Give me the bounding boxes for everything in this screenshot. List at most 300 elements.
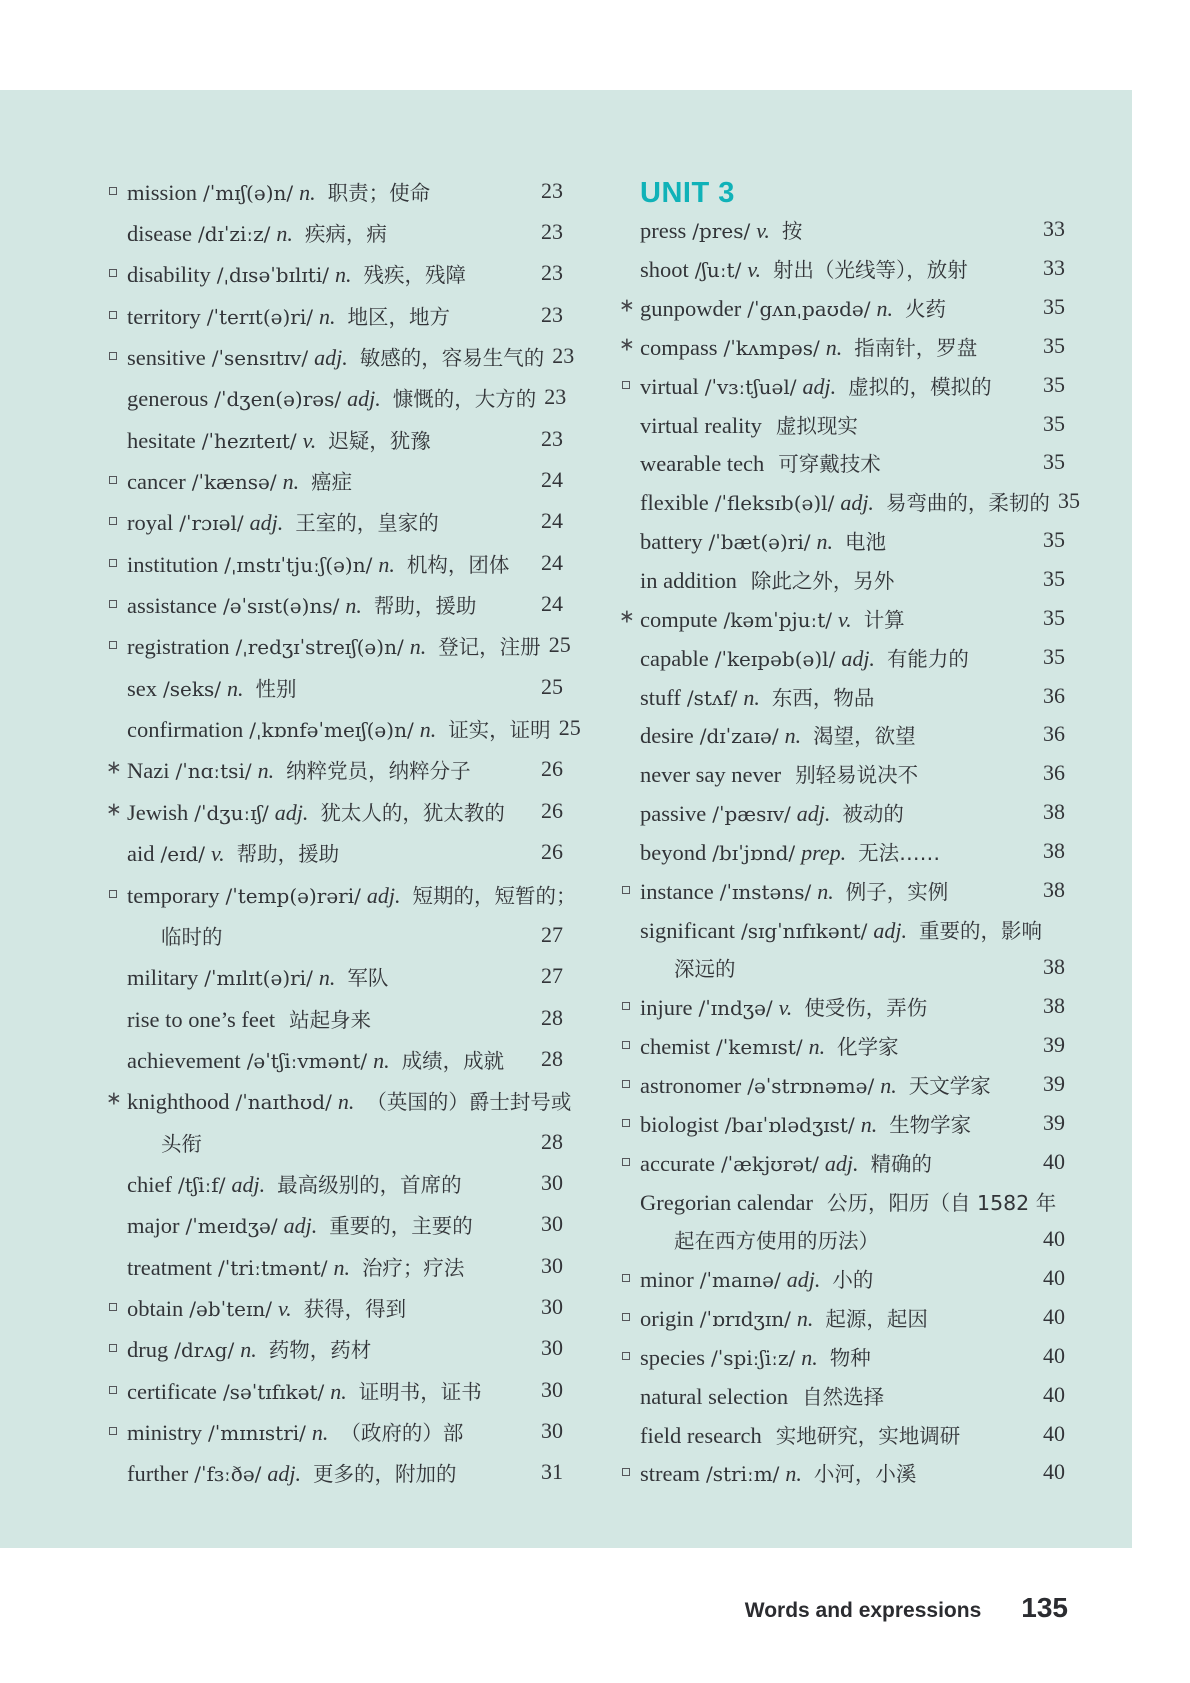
- word-entry-row: [97, 625, 571, 666]
- entry-part-of-speech: adj.: [347, 386, 381, 412]
- entry-page-number: 40: [1043, 1342, 1065, 1368]
- entry-page-number: 27: [541, 921, 563, 947]
- entry-phonetic: /ˈspiːʃiːz/: [710, 1345, 796, 1370]
- entry-phonetic: /ˈvɜːtʃuəl/: [704, 374, 797, 399]
- entry-part-of-speech: n.: [817, 878, 834, 904]
- entry-part-of-speech: n.: [796, 1306, 814, 1332]
- entry-phonetic: /ˈmeɪdʒə/: [185, 1214, 278, 1239]
- entry-page-number: 26: [541, 797, 563, 823]
- entry-word: rise to one’s feet: [127, 1006, 276, 1032]
- entry-page-number: 40: [1043, 1148, 1065, 1174]
- entry-page-number: 35: [1043, 332, 1065, 358]
- entry-definition: （英国的）爵士封号或: [366, 1090, 572, 1115]
- word-entry-row: [97, 1328, 563, 1369]
- entry-word: sensitive: [127, 345, 206, 371]
- entry-part-of-speech: n.: [282, 469, 300, 495]
- entry-marker-asterisk-icon: ∗: [106, 1087, 122, 1110]
- word-entry-row: [610, 1414, 1065, 1453]
- entry-phonetic: /dɪˈzaɪə/: [699, 724, 779, 749]
- entry-phonetic: /ˈdʒuːɪʃ/: [194, 800, 269, 825]
- entry-phonetic: /dɪˈziːz/: [197, 222, 271, 247]
- entry-definition: 虚拟的，模拟的: [848, 374, 992, 399]
- entry-phonetic: /stʌf/: [686, 685, 738, 710]
- entry-part-of-speech: n.: [276, 221, 293, 247]
- entry-phonetic: /ˈkeɪpəb(ə)l/: [714, 646, 836, 671]
- entry-marker-square-icon: [109, 269, 117, 277]
- word-entry-row: [97, 211, 563, 252]
- word-entry-row: [97, 335, 575, 376]
- entry-text: [127, 217, 387, 247]
- entry-word: institution: [127, 551, 219, 577]
- entry-text: [127, 1003, 371, 1033]
- entry-text: [640, 486, 1050, 516]
- entry-definition: 地区，地方: [347, 304, 450, 329]
- word-entry-row: [97, 583, 563, 624]
- entry-definition: 疾病，病: [304, 222, 387, 247]
- entry-definition: 性别: [255, 676, 297, 701]
- word-entry-row: [610, 870, 1065, 909]
- entry-definition: 深远的: [674, 957, 736, 982]
- entry-page-number: 23: [541, 177, 563, 203]
- entry-text: [127, 713, 551, 743]
- word-entry-row: [610, 249, 1065, 288]
- entry-phonetic: /eɪd/: [160, 842, 206, 867]
- entry-marker-square-icon: [622, 1313, 630, 1321]
- word-entry-row: [610, 637, 1065, 676]
- entry-part-of-speech: n.: [311, 1419, 329, 1445]
- entry-marker-square-icon: [622, 1352, 630, 1360]
- word-entry-row: [97, 542, 563, 583]
- entry-definition: 公历，阳历（自 1582 年: [827, 1190, 1057, 1215]
- entry-definition: 犹太人的，犹太教的: [320, 800, 505, 825]
- entry-part-of-speech: prep.: [801, 839, 847, 865]
- entry-definition: 小的: [832, 1268, 874, 1293]
- word-entry-row: [610, 1026, 1065, 1065]
- entry-text: [640, 1147, 932, 1177]
- entry-page-number: 23: [541, 301, 563, 327]
- entry-word: astronomer: [640, 1072, 742, 1098]
- entry-part-of-speech: n.: [816, 529, 833, 555]
- entry-phonetic: /ˌdɪsəˈbɪlɪti/: [216, 263, 329, 288]
- entry-page-number: 24: [541, 508, 563, 534]
- entry-word: generous: [127, 386, 209, 412]
- entry-part-of-speech: n.: [373, 1047, 390, 1073]
- entry-definition: 火药: [904, 297, 946, 322]
- entry-word: Gregorian calendar: [640, 1189, 814, 1215]
- entry-text: [640, 1108, 971, 1138]
- entry-word: capable: [640, 645, 709, 671]
- word-entry-row: [97, 832, 563, 873]
- entry-text: [640, 603, 905, 633]
- entry-phonetic: /ˈkʌmpəs/: [723, 335, 820, 360]
- entry-text: [127, 1416, 463, 1446]
- entry-part-of-speech: adj.: [249, 510, 284, 536]
- entry-page-number: 39: [1043, 1070, 1065, 1096]
- entry-text: [640, 914, 1042, 944]
- entry-word: disability: [127, 262, 211, 288]
- entry-marker-square-icon: [109, 476, 117, 484]
- entry-text: [127, 1457, 457, 1487]
- entry-definition: 最高级别的，首席的: [277, 1172, 462, 1197]
- entry-page-number: 39: [1043, 1109, 1065, 1135]
- entry-definition: 癌症: [311, 470, 353, 495]
- entry-definition: 药物，药材: [268, 1338, 372, 1363]
- entry-definition: 天文学家: [908, 1073, 991, 1098]
- entry-part-of-speech: n.: [226, 675, 244, 701]
- entry-definition: 实地研究，实地调研: [775, 1423, 961, 1448]
- entry-page-number: 30: [541, 1211, 563, 1237]
- entry-text: [640, 1380, 884, 1410]
- entry-definition: 自然选择: [802, 1384, 885, 1409]
- word-entry-row: [97, 873, 577, 914]
- entry-definition: 成绩，成就: [401, 1048, 505, 1073]
- entry-text: [127, 1209, 473, 1239]
- word-entry-row: [610, 365, 1065, 404]
- entry-text: [127, 258, 466, 288]
- word-entry-row: [610, 948, 1065, 987]
- entry-word: treatment: [127, 1254, 212, 1280]
- entry-word: never say never: [640, 762, 782, 788]
- entry-phonetic: /ˈhezɪteɪt/: [201, 428, 297, 453]
- entry-definition: 重要的，主要的: [329, 1214, 473, 1239]
- entry-definition: 站起身来: [289, 1007, 372, 1032]
- entry-phonetic: /ˈkænsə/: [191, 470, 277, 495]
- entry-phonetic: /ˈgʌnˌpaʊdə/: [747, 297, 871, 322]
- word-entry-row: [97, 1286, 563, 1327]
- entry-definition: 有能力的: [886, 646, 969, 671]
- entry-definition: 重要的，影响: [919, 918, 1042, 943]
- entry-phonetic: /ˈsensɪtɪv/: [211, 346, 309, 371]
- entry-phonetic: /ˈtriːtmənt/: [217, 1255, 328, 1280]
- entry-text: [640, 1457, 916, 1487]
- left-column-word-list: [97, 170, 581, 1493]
- entry-part-of-speech: n.: [880, 1072, 897, 1098]
- entry-page-number: 26: [541, 756, 563, 782]
- entry-text: [640, 1341, 871, 1371]
- entry-phonetic: /ˈkemɪst/: [715, 1035, 803, 1060]
- entry-marker-square-icon: [109, 1427, 117, 1435]
- entry-phonetic: /drʌg/: [174, 1338, 235, 1363]
- entry-word: drug: [127, 1337, 169, 1363]
- entry-part-of-speech: adj.: [267, 1461, 302, 1487]
- entry-marker-square-icon: [109, 1386, 117, 1394]
- entry-marker-square-icon: [109, 1303, 117, 1311]
- entry-part-of-speech: n.: [825, 334, 843, 360]
- entry-definition: 虚拟现实: [775, 413, 858, 438]
- page-footer: [745, 1592, 1068, 1624]
- entry-part-of-speech: adj.: [802, 373, 837, 399]
- entry-part-of-speech: adj.: [366, 882, 401, 908]
- entry-text: [127, 300, 450, 330]
- entry-word: aid: [127, 841, 155, 867]
- entry-text: [640, 564, 894, 594]
- entry-page-number: 28: [541, 1004, 563, 1030]
- entry-marker-square-icon: [109, 311, 117, 319]
- entry-definition: 东西，物品: [771, 685, 875, 710]
- entry-part-of-speech: n.: [334, 262, 352, 288]
- entry-word: virtual: [640, 373, 699, 399]
- entry-definition: 帮助，援助: [236, 842, 340, 867]
- entry-word: biologist: [640, 1111, 719, 1137]
- entry-text: [640, 836, 940, 866]
- entry-word: knighthood: [127, 1089, 230, 1115]
- entry-text: [127, 796, 505, 826]
- entry-page-number: 28: [541, 1045, 563, 1071]
- entry-text: [640, 642, 969, 672]
- entry-part-of-speech: n.: [409, 634, 427, 660]
- entry-part-of-speech: n.: [784, 723, 802, 749]
- entry-page-number: 35: [1043, 604, 1065, 630]
- entry-definition: 获得，得到: [303, 1296, 407, 1321]
- entry-text: [127, 879, 577, 909]
- entry-text: [127, 589, 476, 619]
- entry-word: military: [127, 965, 199, 991]
- entry-phonetic: /ˈækjʊrət/: [720, 1151, 819, 1176]
- entry-marker-square-icon: [109, 352, 117, 360]
- entry-text: [127, 1251, 464, 1281]
- entry-text: [161, 1127, 202, 1157]
- entry-marker-square-icon: [622, 1158, 630, 1166]
- entry-word: stuff: [640, 684, 681, 710]
- entry-text: [127, 1044, 504, 1074]
- entry-text: [127, 424, 431, 454]
- word-entry-row: [610, 832, 1065, 871]
- entry-definition: 例子，实例: [845, 879, 949, 904]
- entry-word: press: [640, 218, 687, 244]
- entry-word: further: [127, 1461, 189, 1487]
- entry-page-number: 23: [541, 260, 563, 286]
- word-entry-row: [97, 1245, 563, 1286]
- entry-text: [674, 1224, 879, 1254]
- entry-definition: 易弯曲的，柔韧的: [885, 491, 1050, 516]
- entry-marker-square-icon: [622, 1002, 630, 1010]
- entry-page-number: 35: [1043, 643, 1065, 669]
- word-entry-row: [610, 1065, 1065, 1104]
- entry-marker-square-icon: [109, 187, 117, 195]
- entry-definition: 残疾，残障: [363, 263, 466, 288]
- entry-phonetic: /ˈterɪt(ə)ri/: [206, 304, 313, 329]
- word-entry-row: [97, 749, 563, 790]
- entry-definition: 职责；使命: [327, 180, 431, 205]
- entry-definition: 计算: [863, 607, 905, 632]
- entry-definition: 渴望，欲望: [813, 724, 916, 749]
- entry-phonetic: /baɪˈɒlədʒɪst/: [724, 1112, 855, 1137]
- entry-word: minor: [640, 1267, 694, 1293]
- entry-marker-square-icon: [622, 886, 630, 894]
- entry-phonetic: /seks/: [163, 676, 221, 701]
- entry-phonetic: /sɪgˈnɪfɪkənt/: [740, 918, 868, 943]
- word-entry-row: [610, 598, 1065, 637]
- entry-part-of-speech: adj.: [796, 801, 831, 827]
- entry-marker-square-icon: [109, 1344, 117, 1352]
- entry-marker-square-icon: [622, 1080, 630, 1088]
- entry-definition: 除此之外，另外: [750, 569, 895, 594]
- word-entry-row: [97, 418, 563, 459]
- entry-text: [640, 991, 927, 1021]
- entry-definition: 生物学家: [889, 1112, 972, 1137]
- word-entry-row: [97, 997, 563, 1038]
- entry-marker-square-icon: [622, 1274, 630, 1282]
- word-entry-row: [97, 1121, 563, 1162]
- entry-marker-asterisk-icon: ∗: [106, 798, 122, 821]
- entry-text: [640, 409, 858, 439]
- word-entry-row: [610, 1181, 1065, 1220]
- word-entry-row: [97, 294, 563, 335]
- unit-heading: UNIT 3: [640, 177, 735, 209]
- entry-page-number: 30: [541, 1252, 563, 1278]
- word-entry-row: [610, 1336, 1065, 1375]
- entry-page-number: 38: [1043, 954, 1065, 980]
- entry-text: [640, 253, 968, 283]
- entry-marker-square-icon: [109, 641, 117, 649]
- entry-word: temporary: [127, 882, 220, 908]
- entry-phonetic: /ˈfɜːðə/: [194, 1462, 262, 1487]
- entry-word: in addition: [640, 568, 737, 594]
- entry-part-of-speech: n.: [801, 1344, 818, 1370]
- entry-word: assistance: [127, 593, 217, 619]
- entry-page-number: 36: [1043, 682, 1065, 708]
- entry-page-number: 36: [1043, 721, 1065, 747]
- entry-part-of-speech: v.: [278, 1295, 292, 1321]
- entry-page-number: 40: [1043, 1226, 1065, 1252]
- entry-word: cancer: [127, 469, 186, 495]
- entry-word: confirmation: [127, 717, 244, 743]
- entry-word: wearable tech: [640, 451, 765, 477]
- word-entry-row: [610, 676, 1065, 715]
- entry-definition: 被动的: [842, 802, 904, 827]
- footer-page-number: 135: [1021, 1592, 1068, 1623]
- entry-part-of-speech: adj.: [841, 645, 875, 671]
- entry-phonetic: /ˌkɒnfəˈmeɪʃ(ə)n/: [249, 718, 414, 743]
- footer-section-label: Words and expressions: [744, 1599, 982, 1622]
- entry-part-of-speech: adj.: [824, 1150, 859, 1176]
- entry-marker-asterisk-icon: ∗: [619, 294, 635, 317]
- entry-part-of-speech: adj.: [873, 917, 907, 943]
- entry-page-number: 30: [541, 1169, 563, 1195]
- entry-page-number: 38: [1043, 993, 1065, 1019]
- entry-text: [127, 1333, 371, 1363]
- entry-page-number: 30: [541, 1417, 563, 1443]
- entry-text: [640, 1263, 873, 1293]
- entry-part-of-speech: n.: [876, 296, 893, 322]
- entry-text: [640, 214, 802, 244]
- entry-text: [127, 548, 509, 578]
- right-column-word-list: [610, 177, 1080, 1492]
- entry-text: [127, 1292, 406, 1322]
- entry-text: [640, 1419, 960, 1449]
- entry-part-of-speech: v.: [778, 995, 793, 1021]
- entry-definition: 起在西方使用的历法）: [674, 1229, 879, 1254]
- entry-page-number: 28: [541, 1128, 563, 1154]
- entry-text: [640, 758, 918, 788]
- entry-part-of-speech: n.: [337, 1089, 355, 1115]
- entry-word: injure: [640, 995, 693, 1021]
- entry-phonetic: /əˈsɪst(ə)ns/: [222, 594, 340, 619]
- entry-word: instance: [640, 878, 714, 904]
- entry-word: field research: [640, 1422, 762, 1448]
- entry-page-number: 23: [541, 219, 563, 245]
- entry-definition: 使受伤，弄伤: [804, 996, 928, 1021]
- entry-page-number: 35: [1043, 527, 1065, 553]
- word-entry-row: [610, 1103, 1065, 1142]
- entry-marker-square-icon: [109, 890, 117, 898]
- entry-marker-square-icon: [109, 517, 117, 525]
- entry-marker-square-icon: [622, 1119, 630, 1127]
- entry-page-number: 25: [558, 715, 581, 741]
- entry-definition: 头衔: [161, 1131, 202, 1156]
- entry-phonetic: /ˈmɪʃ(ə)n/: [203, 180, 294, 205]
- word-entry-row: [97, 1204, 563, 1245]
- entry-part-of-speech: adj.: [786, 1267, 821, 1293]
- word-entry-row: [610, 987, 1065, 1026]
- entry-phonetic: /əˈstrɒnəmə/: [747, 1073, 875, 1098]
- entry-word: compute: [640, 606, 718, 632]
- entry-text: [127, 506, 439, 536]
- entry-part-of-speech: n.: [299, 179, 316, 205]
- entry-page-number: 23: [541, 425, 563, 451]
- entry-page-number: 36: [1043, 760, 1065, 786]
- word-entry-row: [97, 914, 563, 955]
- entry-word: hesitate: [127, 427, 196, 453]
- entry-definition: 临时的: [161, 924, 223, 949]
- entry-text: [640, 370, 992, 400]
- entry-word: natural selection: [640, 1383, 789, 1409]
- entry-phonetic: /tʃiːf/: [177, 1172, 226, 1197]
- entry-marker-square-icon: [622, 1468, 630, 1476]
- word-entry-row: [610, 327, 1065, 366]
- entry-word: achievement: [127, 1047, 241, 1073]
- entry-page-number: 25: [541, 673, 563, 699]
- entry-definition: 小河，小溪: [813, 1462, 917, 1487]
- entry-phonetic: /ˈnaɪthʊd/: [235, 1090, 332, 1115]
- entry-text: [127, 754, 471, 784]
- entry-text: [640, 1186, 1056, 1216]
- entry-word: accurate: [640, 1150, 715, 1176]
- entry-part-of-speech: adj.: [231, 1171, 266, 1197]
- entry-phonetic: /əbˈteɪn/: [189, 1296, 273, 1321]
- entry-text: [640, 525, 886, 555]
- entry-word: registration: [127, 634, 230, 660]
- word-entry-row: [97, 666, 563, 707]
- entry-definition: 更多的，附加的: [313, 1462, 457, 1487]
- entry-word: flexible: [640, 490, 709, 516]
- entry-word: origin: [640, 1306, 694, 1332]
- entry-phonetic: /pres/: [692, 219, 751, 244]
- entry-text: [640, 875, 948, 905]
- entry-phonetic: /striːm/: [705, 1462, 780, 1487]
- word-entry-row: [97, 707, 581, 748]
- entry-text: [127, 961, 388, 991]
- word-entry-row: [97, 1452, 563, 1493]
- entry-marker-asterisk-icon: ∗: [619, 333, 635, 356]
- entry-phonetic: /səˈtɪfɪkət/: [222, 1379, 325, 1404]
- entry-word: virtual reality: [640, 412, 762, 438]
- word-entry-row: [97, 170, 563, 211]
- word-entry-row: [610, 1453, 1065, 1492]
- entry-word: sex: [127, 675, 157, 701]
- entry-page-number: 38: [1043, 876, 1065, 902]
- entry-definition: （政府的）部: [340, 1420, 464, 1445]
- entry-text: [640, 1302, 928, 1332]
- entry-part-of-speech: n.: [257, 758, 275, 784]
- entry-marker-square-icon: [109, 600, 117, 608]
- entry-part-of-speech: n.: [743, 684, 760, 710]
- entry-definition: 慷慨的，大方的: [392, 387, 537, 412]
- word-entry-row: [610, 443, 1065, 482]
- entry-marker-asterisk-icon: ∗: [619, 605, 635, 628]
- entry-page-number: 40: [1043, 1265, 1065, 1291]
- entry-word: ministry: [127, 1419, 203, 1445]
